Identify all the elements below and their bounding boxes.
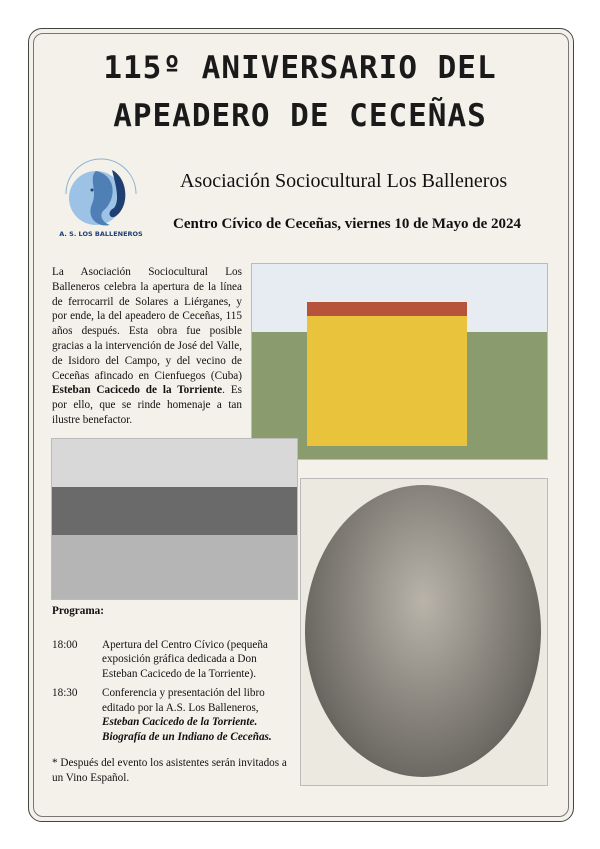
program-item: 18:00 Apertura del Centro Cívico (pequeña exposición gráfica dedicada a Don Esteban Cacicedo de la Torriente). bbox=[52, 638, 268, 680]
intro-paragraph: La Asociación Sociocultural Los Balleneros celebra la apertura de la línea de ferrocarril de Solares a Liérganes, y por ende, la del apeadero de Ceceñas, 115 años después. Esta obra fue posible gracias a la intervención de José del Valle, de Isidoro del Campo, y del vecino de Ceceñas afincado en Cienfuegos (Cuba) Esteban Cacicedo de la Torriente. Es por ello, que se rinde homenaje a tan ilustre benefactor. bbox=[52, 266, 243, 426]
title-line-2: APEADERO DE CECEÑAS bbox=[113, 98, 487, 134]
historic-train-photo bbox=[51, 438, 298, 600]
program-item: 18:30 Conferencia y presentación del libro editado por la A.S. Los Balleneros, Esteban Cacicedo de la Torriente. Biografía de un Indiano de Ceceñas. bbox=[52, 687, 272, 743]
program-section bbox=[52, 604, 292, 785]
program-note: * Después del evento los asistentes serán invitados a un Vino Español. bbox=[52, 757, 287, 784]
association-name: Asociación Sociocultural Los Balleneros bbox=[180, 170, 508, 192]
program-heading: Programa: bbox=[52, 605, 104, 617]
station-building-photo bbox=[251, 263, 548, 460]
title-line-1: 115º ANIVERSARIO DEL bbox=[103, 50, 497, 86]
event-venue-date: Centro Cívico de Ceceñas, viernes 10 de Mayo de 2024 bbox=[173, 216, 522, 232]
svg-text:A. S. LOS BALLENEROS: A. S. LOS BALLENEROS bbox=[59, 230, 143, 238]
balleneros-logo bbox=[58, 156, 144, 242]
esteban-cacicedo-portrait bbox=[300, 478, 548, 786]
